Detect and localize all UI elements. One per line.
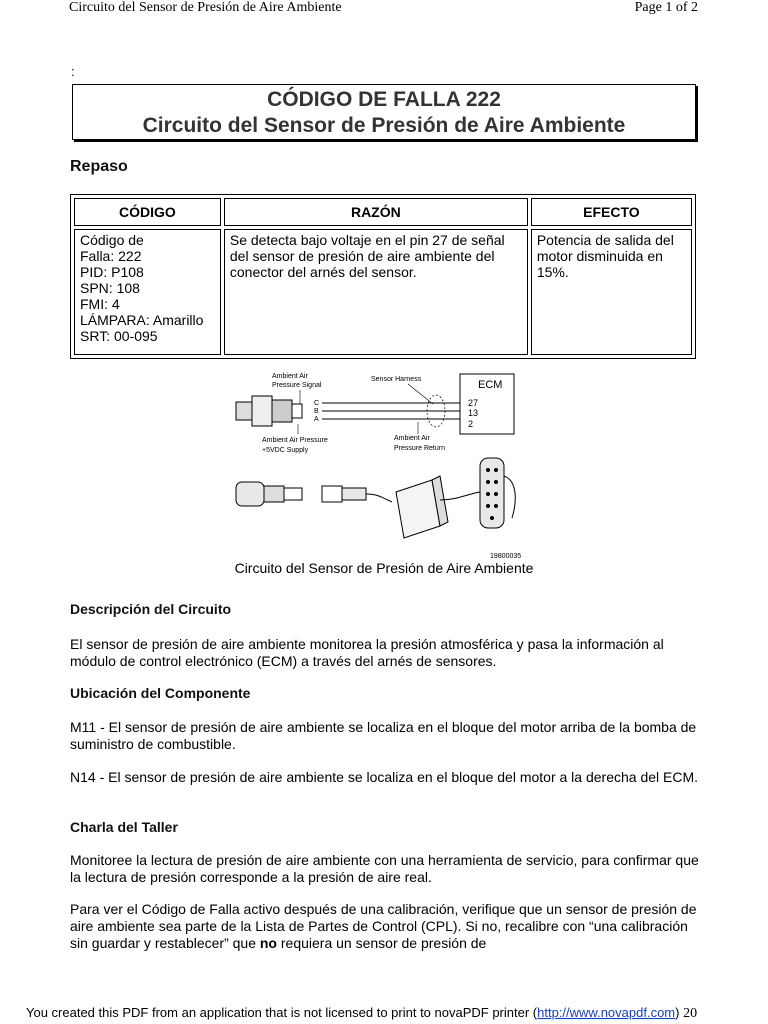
codigo-line: Falla: 222 [80, 248, 142, 264]
header-codigo: CÓDIGO [74, 198, 221, 226]
pin-b: B [314, 408, 319, 415]
circuit-title: Circuito del Sensor de Presión de Aire Ambiente [142, 114, 626, 137]
codigo-line: LÁMPARA: Amarillo [80, 312, 204, 328]
ubicacion-n14-text: N14 - El sensor de presión de aire ambiente se localiza en el bloque del motor a la derecha del ECM. [70, 769, 699, 785]
pin-c: C [314, 400, 320, 407]
sensor-circuit-diagram [228, 366, 528, 562]
table-row [74, 229, 692, 355]
efecto-cell: Potencia de salida del motor disminuida en 15%. [531, 229, 692, 355]
sensor-connector-illustration [236, 482, 392, 506]
footer-text: You created this PDF from an application that is not licensed to print to novaPDF printer ( [26, 1005, 538, 1020]
sensor-nut [252, 396, 272, 426]
sensor-body [236, 402, 252, 420]
header-razon: RAZÓN [224, 198, 528, 226]
pin-a: A [314, 416, 319, 423]
charla-heading: Charla del Taller [70, 819, 178, 835]
charla-text-2-bold: no [259, 935, 277, 951]
codigo-line: SPN: 108 [80, 280, 140, 296]
page-header-pagenum: Page 1 of 2 [634, 0, 698, 15]
connector-plug [292, 404, 302, 418]
label-signal-1: Ambient Air [272, 373, 308, 380]
title-box [72, 84, 696, 140]
charla-text-2a: Para ver el Código de Falla activo después de una calibración, verifique que un sensor de presión de aire ambiente sea parte de la Lista de Partes de Control (CPL). Si no, recalibre con “una calibración sin guardar y restablecer” que [70, 901, 697, 951]
label-harness: Sensor Harness [371, 376, 422, 383]
pin-13: 13 [468, 408, 479, 418]
novapdf-link[interactable]: http://www.novapdf.com [537, 1005, 676, 1020]
colon-mark: : [71, 64, 75, 79]
charla-text-1: Monitoree la lectura de presión de aire ambiente con una herramienta de servicio, para confirmar que la lectura de presión corresponde a la presión de aire real. [70, 852, 699, 885]
figure-number: 19800035 [490, 553, 522, 560]
label-return-1: Ambient Air [394, 435, 430, 442]
codigo-line: PID: P108 [80, 264, 144, 280]
fault-code-title: CÓDIGO DE FALLA 222 [267, 88, 501, 111]
figure-caption: Circuito del Sensor de Presión de Aire Ambiente [234, 560, 534, 576]
ubicacion-m11-text: M11 - El sensor de presión de aire ambiente se localiza en el bloque del motor arriba de la bomba de suministro de combustible. [70, 719, 697, 752]
codigo-cell [74, 229, 221, 355]
charla-text-2 [70, 901, 700, 952]
ecm-connector-illustration [396, 458, 515, 538]
charla-text-2b: requiera un sensor de presión de [276, 935, 487, 951]
razon-cell: Se detecta bajo voltaje en el pin 27 de señal del sensor de presión de aire ambiente del conector del arnés del sensor. [224, 229, 528, 355]
sensor-connector [272, 400, 292, 422]
ubicacion-heading: Ubicación del Componente [70, 685, 251, 701]
repaso-heading: Repaso [70, 158, 128, 175]
label-ecm: ECM [478, 379, 503, 391]
label-supply-1: Ambient Air Pressure [262, 437, 328, 444]
pin-27: 27 [468, 398, 479, 408]
pin-2: 2 [468, 419, 474, 429]
label-signal-2: Pressure Signal [272, 382, 322, 389]
fault-table [70, 194, 696, 359]
license-footer [26, 1005, 697, 1022]
codigo-line: Código de [80, 232, 144, 248]
descripcion-text: El sensor de presión de aire ambiente monitorea la presión atmosférica y pasa la información al módulo de control electrónico (ECM) a través del arnés de sensores. [70, 636, 664, 669]
label-supply-2: +5VDC Supply [262, 447, 309, 454]
footer-text-end: ) [675, 1005, 680, 1020]
descripcion-heading: Descripción del Circuito [70, 601, 232, 617]
page-header-title: Circuito del Sensor de Presión de Aire Ambiente [69, 0, 342, 15]
footer-page-number: 20 [683, 1006, 698, 1021]
harness-leader [408, 384, 433, 404]
label-return-2: Pressure Return [394, 445, 445, 452]
table-header-row [74, 198, 692, 226]
header-efecto: EFECTO [531, 198, 692, 226]
codigo-line: SRT: 00-095 [80, 328, 158, 344]
codigo-line: FMI: 4 [80, 296, 120, 312]
